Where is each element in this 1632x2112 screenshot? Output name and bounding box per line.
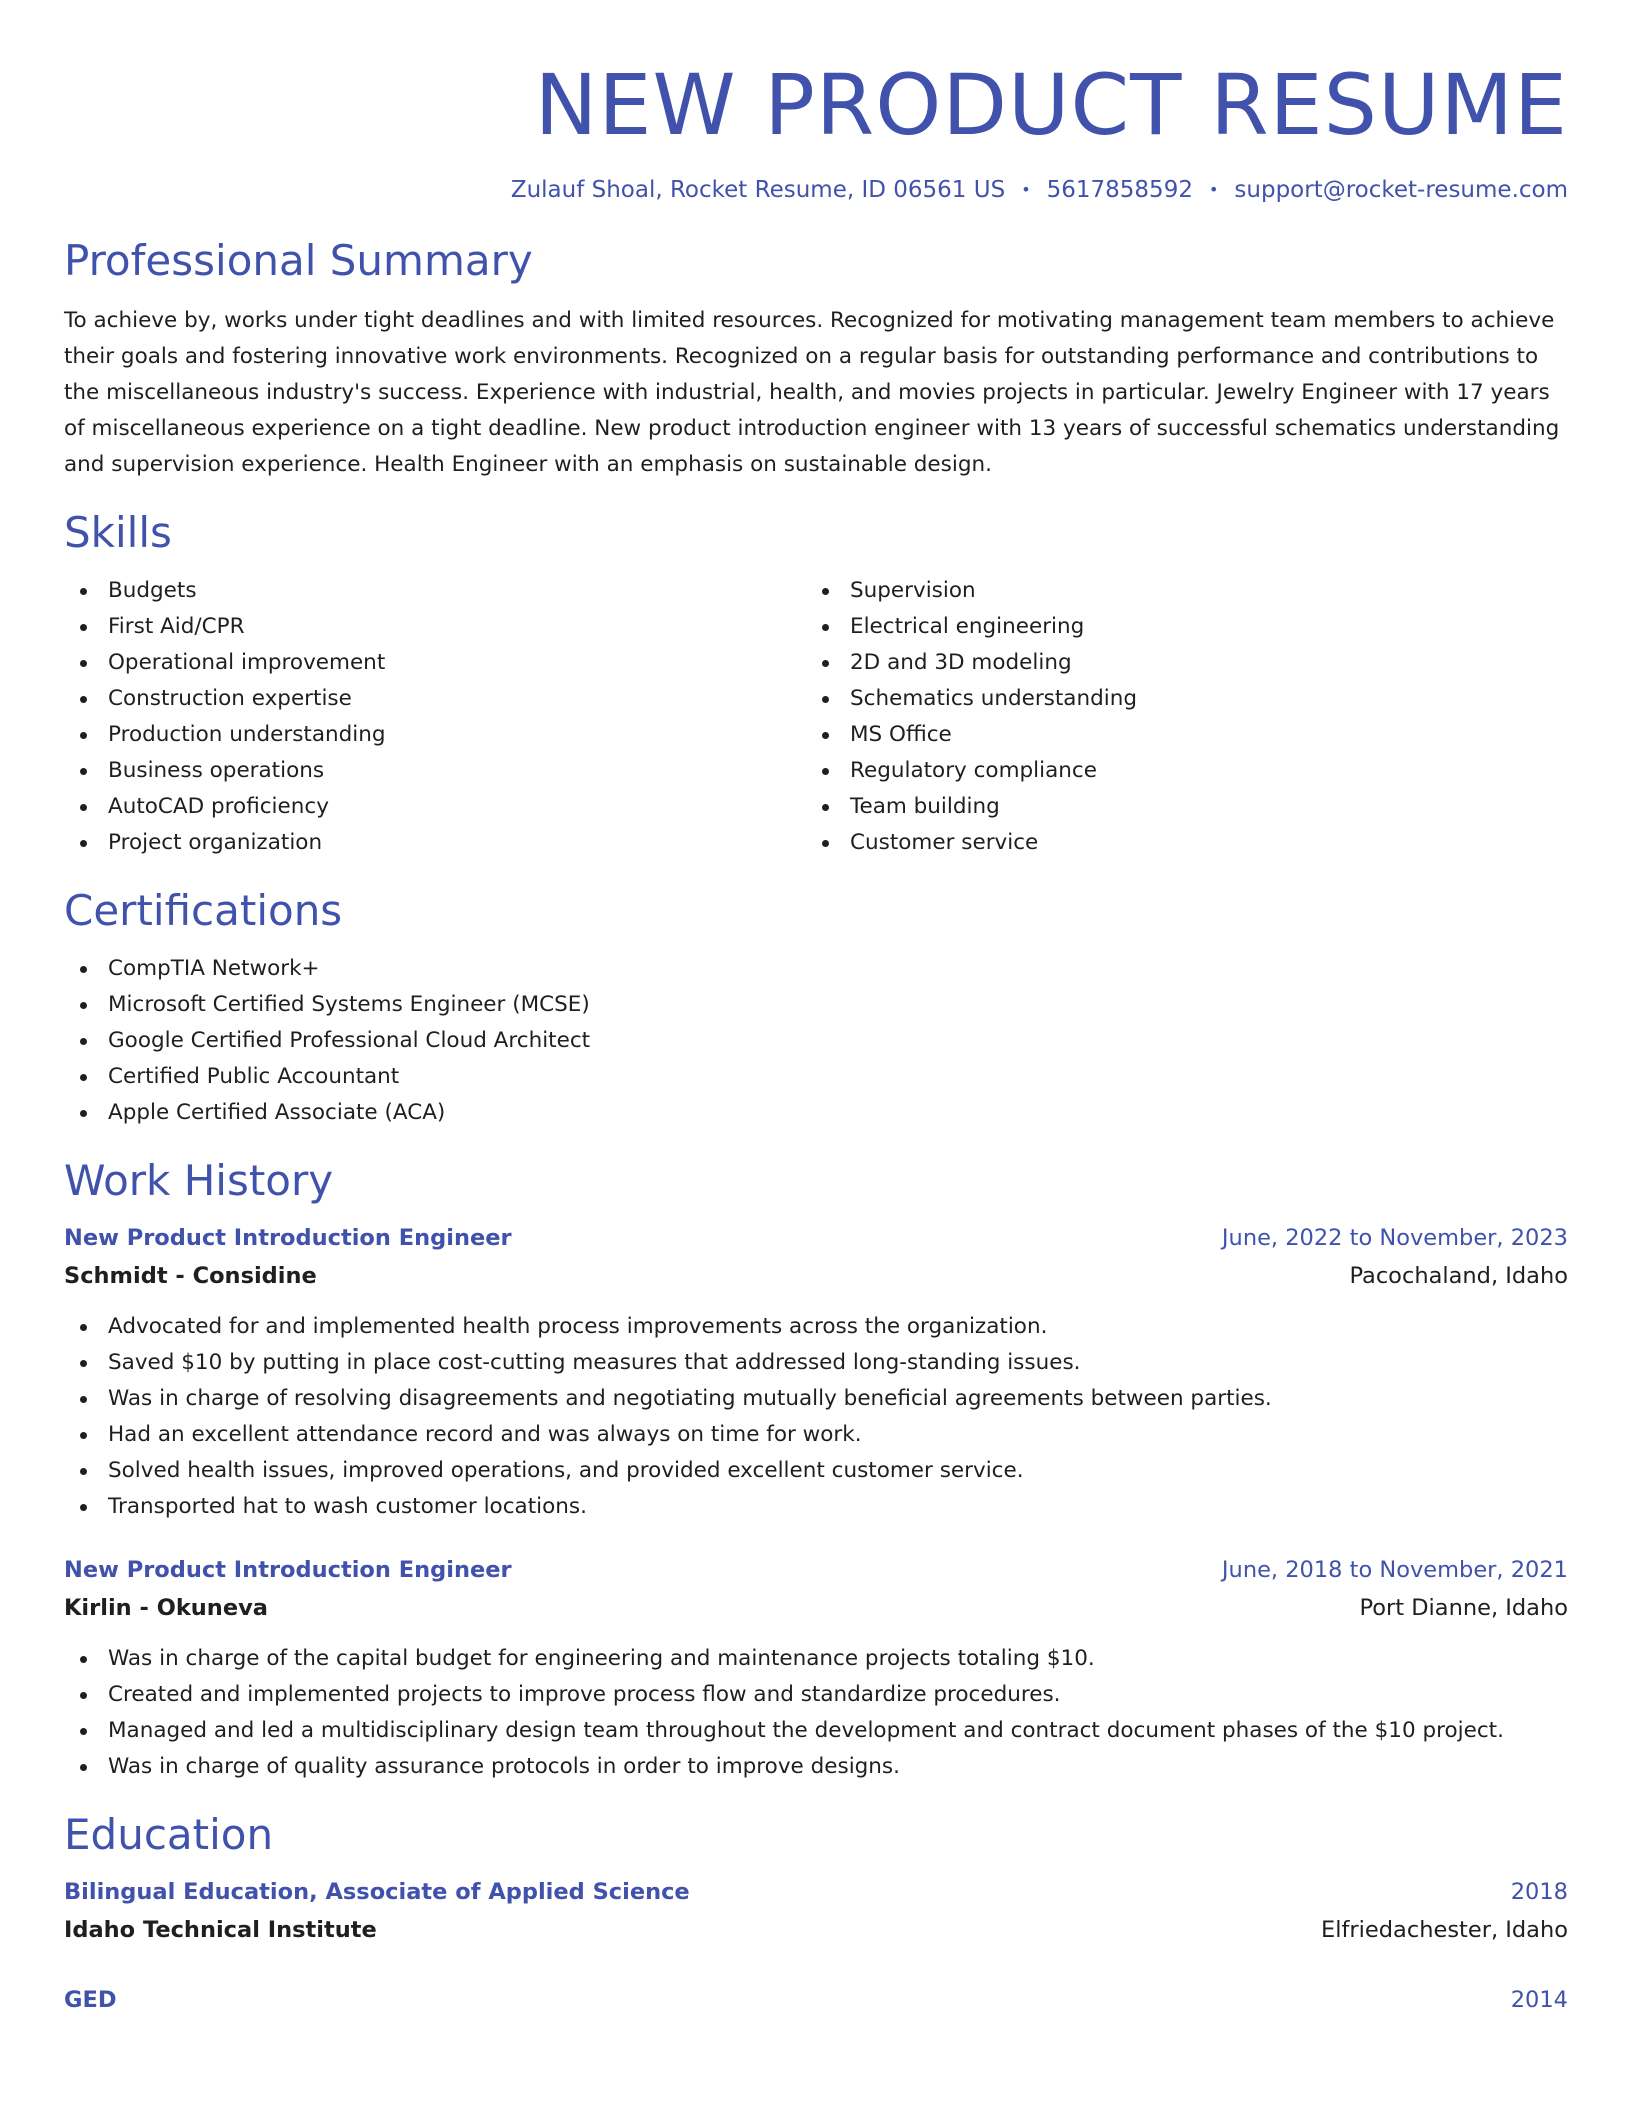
job-bullet: Was in charge of the capital budget for engineering and maintenance projects totaling $10. (64, 1641, 1568, 1677)
certification-item: Google Certified Professional Cloud Architect (64, 1023, 1568, 1059)
job-subheader (64, 1257, 1568, 1295)
job-bullet: Solved health issues, improved operations, and provided excellent customer service. (64, 1453, 1568, 1489)
job-bullet: Was in charge of quality assurance protocols in order to improve designs. (64, 1749, 1568, 1785)
job-company: Schmidt - Considine (64, 1263, 317, 1289)
education-location: Elfriedachester, Idaho (1321, 1917, 1568, 1943)
skill-item: Budgets (64, 573, 806, 609)
certification-item: Apple Certified Associate (ACA) (64, 1095, 1568, 1131)
job-location: Pacochaland, Idaho (1349, 1263, 1568, 1289)
skill-item: Operational improvement (64, 645, 806, 681)
certification-item: Microsoft Certified Systems Engineer (MCSE) (64, 987, 1568, 1023)
job-bullet: Had an excellent attendance record and was always on time for work. (64, 1417, 1568, 1453)
skill-item: MS Office (806, 717, 1548, 753)
skill-item: Customer service (806, 825, 1548, 861)
job-bullets (64, 1641, 1568, 1785)
skill-item: First Aid/CPR (64, 609, 806, 645)
summary-text: To achieve by, works under tight deadlines and with limited resources. Recognized for motivating management team members to achieve their goals and fostering innovative work environments. Recognized on a regular basis for outstanding performance and contributions to the miscellaneous industry's success. Experience with industrial, health, and movies projects in particular. Jewelry Engineer with 17 years of miscellaneous experience on a tight deadline. New product introduction engineer with 13 years of successful schematics understanding and supervision experience. Health Engineer with an emphasis on sustainable design. (64, 308, 1560, 477)
skills-list (64, 573, 1568, 861)
job-title: New Product Introduction Engineer (64, 1557, 512, 1583)
job-dates: June, 2022 to November, 2023 (1221, 1225, 1568, 1251)
job-company: Kirlin - Okuneva (64, 1595, 268, 1621)
skill-item: Construction expertise (64, 681, 806, 717)
skill-item: Production understanding (64, 717, 806, 753)
education-year: 2018 (1510, 1879, 1568, 1905)
job-title: New Product Introduction Engineer (64, 1225, 512, 1251)
job-dates: June, 2018 to November, 2021 (1221, 1557, 1568, 1583)
contact-phone: 5617858592 (1046, 177, 1193, 203)
contact-separator: • (1021, 180, 1031, 199)
certifications-list (64, 951, 1568, 1131)
job-bullets (64, 1309, 1568, 1525)
skill-item: Electrical engineering (806, 609, 1548, 645)
certification-item: CompTIA Network+ (64, 951, 1568, 987)
job-location: Port Dianne, Idaho (1359, 1595, 1568, 1621)
job-bullet: Transported hat to wash customer locations. (64, 1489, 1568, 1525)
skills-column-right (806, 573, 1548, 861)
summary-heading: Professional Summary (64, 236, 533, 285)
certifications-heading: Certifications (64, 886, 343, 935)
skill-item: AutoCAD proficiency (64, 789, 806, 825)
job-bullet: Saved $10 by putting in place cost-cutting measures that addressed long-standing issues. (64, 1345, 1568, 1381)
job-bullet: Advocated for and implemented health process improvements across the organization. (64, 1309, 1568, 1345)
work-history-heading: Work History (64, 1156, 334, 1205)
skill-item: Team building (806, 789, 1548, 825)
skills-column-left (64, 573, 806, 861)
job-entry (64, 1551, 1568, 1785)
education-school: Idaho Technical Institute (64, 1917, 377, 1943)
skill-item: Schematics understanding (806, 681, 1548, 717)
job-bullet: Managed and led a multidisciplinary design team throughout the development and contract document phases of the $10 project. (64, 1713, 1568, 1749)
skill-item: Regulatory compliance (806, 753, 1548, 789)
education-heading: Education (64, 1810, 274, 1859)
education-entry (64, 1873, 1568, 1949)
skill-item: Project organization (64, 825, 806, 861)
education-degree: GED (64, 1987, 117, 2013)
skills-heading: Skills (64, 508, 172, 557)
job-bullet: Was in charge of resolving disagreements and negotiating mutually beneficial agreements between parties. (64, 1381, 1568, 1417)
education-subheader (64, 1911, 1568, 1949)
skill-item: Business operations (64, 753, 806, 789)
education-header (64, 1981, 1568, 2019)
skill-item: 2D and 3D modeling (806, 645, 1548, 681)
skill-item: Supervision (806, 573, 1548, 609)
job-subheader (64, 1589, 1568, 1627)
job-header (64, 1551, 1568, 1589)
education-year: 2014 (1510, 1987, 1568, 2013)
contact-address: Zulauf Shoal, Rocket Resume, ID 06561 US (510, 177, 1006, 203)
job-header (64, 1219, 1568, 1257)
certification-item: Certified Public Accountant (64, 1059, 1568, 1095)
resume-name: NEW PRODUCT RESUME (534, 56, 1568, 154)
contact-email: support@rocket-resume.com (1234, 177, 1568, 203)
contact-separator: • (1208, 180, 1219, 199)
education-degree: Bilingual Education, Associate of Applied Science (64, 1879, 690, 1905)
contact-line (64, 175, 1568, 205)
education-header (64, 1873, 1568, 1911)
education-entry (64, 1981, 1568, 2019)
job-bullet: Created and implemented projects to improve process flow and standardize procedures. (64, 1677, 1568, 1713)
job-entry (64, 1219, 1568, 1525)
